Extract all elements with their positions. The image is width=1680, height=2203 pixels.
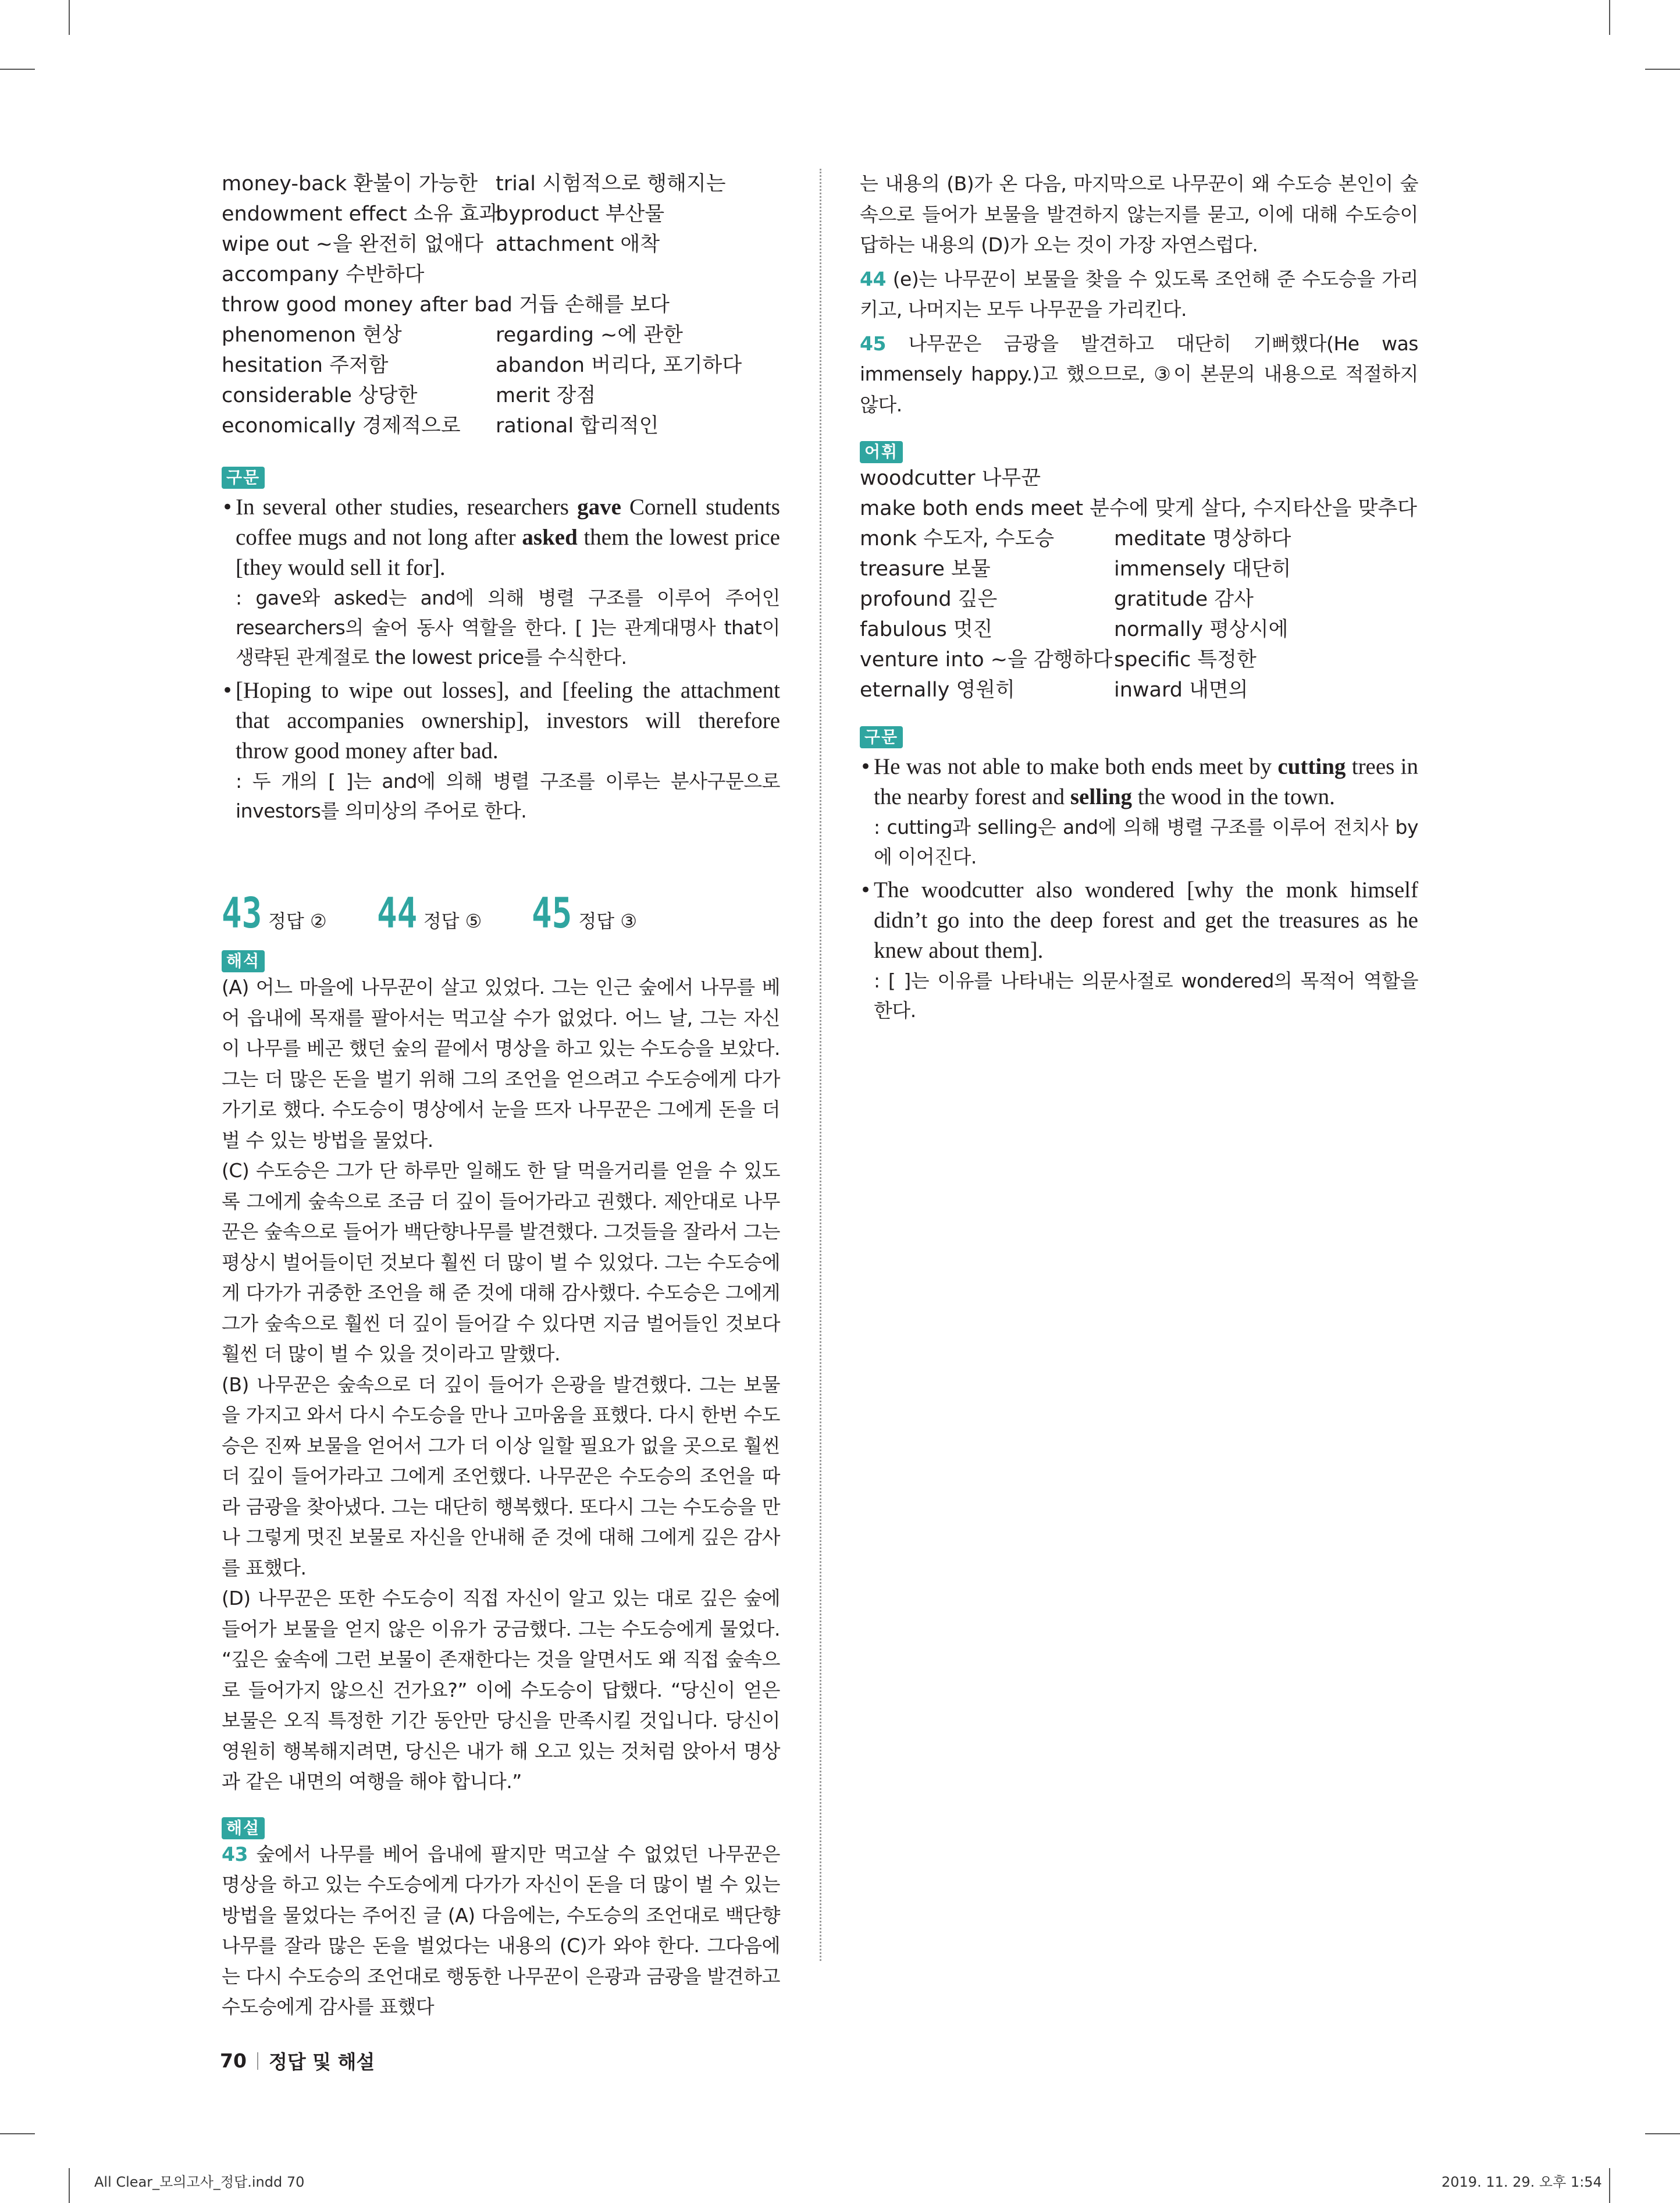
vocab-row: endowment effect 소유 효과 byproduct 부산물 — [222, 202, 665, 226]
vocab-row: economically 경제적으로 rational 합리적인 — [222, 414, 659, 438]
syntax-item — [860, 752, 1418, 872]
right-column — [860, 169, 1418, 1025]
syntax-section — [860, 726, 1418, 1025]
footer-separator — [257, 2052, 258, 2070]
explanation-44: 44 (e)는 나무꾼이 보물을 찾을 수 있도록 조언해 준 수도승을 가리키고, 나머지는 모두 나무꾼을 가리킨다. — [860, 267, 1418, 321]
vocab-list — [222, 169, 780, 441]
vocab-row-full: throw good money after bad 거듭 손해를 보다 — [222, 293, 670, 317]
crop-mark — [0, 69, 35, 70]
crop-mark — [69, 0, 70, 35]
syntax-note: : 두 개의 [ ]는 and에 의해 병렬 구조를 이루는 분사구문으로 investors를 의미상의 주어로 한다. — [236, 770, 780, 822]
crop-mark — [1609, 2168, 1610, 2203]
explanation-tag: 해설 — [222, 1817, 265, 1839]
syntax-note: : gave와 asked는 and에 의해 병렬 구조를 이루어 주어인 researchers의 술어 동사 역할을 한다. [ ]는 관계대명사 that이 생략된 관계절로 the lowest price를 수식한다. — [236, 587, 780, 669]
translation-tag: 해석 — [222, 950, 265, 972]
vocab-row: phenomenon 현상 regarding ~에 관한 — [222, 324, 683, 347]
explanation-43: 43 숲에서 나무를 베어 읍내에 팔지만 먹고살 수 없었던 나무꾼은 명상을 하고 있는 수도승에게 다가가 자신이 돈을 더 많이 벌 수 있는 방법을 물었다는 주어진 글 (A) 다음에는, 수도승의 조언대로 백단향나무를 잘라 많은 돈을 벌었다는 내용의 (C)가 와야 한다. 그다음에는 다시 수도승의 조언대로 행동한 나무꾼이 은광과 금광을 발견하고 수도승에게 감사를 표했다 — [222, 1842, 780, 2018]
translation-paragraph: (C) 수도승은 그가 단 하루만 일해도 한 달 먹을거리를 얻을 수 있도록 그에게 숲속으로 조금 더 깊이 들어가라고 권했다. 제안대로 나무꾼은 숲속으로 들어가 백단향나무를 발견했다. 그것들을 잘라서 그는 평상시 벌어들이던 것보다 훨씬 더 많이 벌 수 있었다. 그는 수도승에게 다가가 귀중한 조언을 해 준 것에 대해 감사했다. 수도승은 그에게 그가 숲속으로 훨씬 더 깊이 들어갈 수 있다면 지금 벌어들인 것보다 훨씬 더 많이 벌 수 있을 것이라고 말했다. — [222, 1159, 780, 1365]
explanation-45: 45 나무꾼은 금광을 발견하고 대단히 기뻐했다(He was immensely happy.)고 했으므로, ③이 본문의 내용으로 적절하지 않다. — [860, 332, 1418, 416]
syntax-sentence: • [Hoping to wipe out losses], and [feeling the attachment that accompanies ownership], investors will therefore throw good money after bad. — [236, 678, 780, 763]
syntax-sentence: • The woodcutter also wondered [why the monk himself didn’t go into the deep forest and get the treasures as he knew about them]. — [874, 877, 1418, 963]
column-divider — [820, 169, 821, 1961]
syntax-sentence: • He was not able to make both ends meet by cutting trees in the nearby forest and selling the wood in the town. — [874, 754, 1418, 809]
vocab-row: venture into ~을 감행하다 specific 특정한 — [860, 648, 1257, 671]
syntax-item — [222, 676, 780, 826]
translation-paragraph: (A) 어느 마을에 나무꾼이 살고 있었다. 그는 인근 숲에서 나무를 베어 읍내에 목재를 팔아서는 먹고살 수가 없었다. 어느 날, 그는 자신이 나무를 베곤 했던 숲의 끝에서 명상을 하고 있는 수도승을 보았다. 그는 더 많은 돈을 벌기 위해 그의 조언을 얻으려고 수도승에게 다가가기로 했다. 수도승이 명상에서 눈을 뜨자 나무꾼은 그에게 돈을 더 벌 수 있는 방법을 물었다. — [222, 976, 780, 1152]
slug-timestamp: 2019. 11. 29. 오후 1:54 — [1441, 2174, 1602, 2190]
vocab-row: eternally 영원히 inward 내면의 — [860, 678, 1248, 702]
vocab-row: money-back 환불이 가능한 trial 시험적으로 행해지는 — [222, 172, 726, 196]
syntax-item — [860, 875, 1418, 1025]
explanation-section — [222, 1817, 780, 2023]
syntax-tag: 구문 — [222, 467, 265, 489]
answer-row — [222, 889, 780, 937]
translation-section — [222, 950, 780, 1797]
vocab-row: considerable 상당한 merit 장점 — [222, 384, 596, 407]
syntax-note: : [ ]는 이유를 나타내는 의문사절로 wondered의 목적어 역할을 한다. — [874, 969, 1418, 1022]
translation-paragraph: (B) 나무꾼은 숲속으로 더 깊이 들어가 은광을 발견했다. 그는 보물을 가지고 와서 다시 수도승을 만나 고마움을 표했다. 다시 한번 수도승은 진짜 보물을 얻어서 그가 더 이상 일할 필요가 없을 곳으로 훨씬 더 깊이 들어가라고 그에게 조언했다. 나무꾼은 수도승의 조언을 따라 금광을 찾아냈다. 그는 대단히 행복했다. 또다시 그는 수도승을 만나 그렇게 멋진 보물로 자신을 안내해 준 것에 대해 그에게 깊은 감사를 표했다. — [222, 1373, 780, 1579]
vocab-row: accompany 수반하다 — [222, 263, 425, 286]
crop-mark — [0, 2133, 35, 2134]
crop-mark — [69, 2168, 70, 2203]
vocab-row: profound 깊은 gratitude 감사 — [860, 588, 1254, 611]
section-title: 정답 및 해설 — [268, 2051, 375, 2073]
syntax-section — [222, 467, 780, 826]
slug-file-name: All Clear_모의고사_정답.indd 70 — [94, 2174, 305, 2190]
vocab-row: fabulous 멋진 normally 평상시에 — [860, 618, 1289, 641]
explanation-43-continued: 는 내용의 (B)가 온 다음, 마지막으로 나무꾼이 왜 수도승 본인이 숲속으로 들어가 보물을 발견하지 않는지를 묻고, 이에 대해 수도승이 답하는 내용의 (D)가 오는 것이 가장 자연스럽다. — [860, 172, 1418, 256]
answer-45: 45 정답 ③ — [532, 889, 638, 937]
page-footer — [220, 2047, 375, 2074]
vocab-row: treasure 보물 immensely 대단히 — [860, 557, 1291, 581]
vocab-section — [860, 441, 1418, 705]
syntax-sentence: • In several other studies, researchers gave Cornell students coffee mugs and not long after asked them the lowest price [they would sell it for]. — [236, 495, 780, 580]
left-column — [222, 169, 780, 2023]
crop-mark — [1645, 69, 1680, 70]
syntax-note: : cutting과 selling은 and에 의해 병렬 구조를 이루어 전치사 by에 이어진다. — [874, 816, 1418, 868]
crop-mark — [1645, 2133, 1680, 2134]
syntax-tag: 구문 — [860, 726, 903, 748]
crop-mark — [1609, 0, 1610, 35]
page-number: 70 — [220, 2049, 247, 2072]
vocab-row: hesitation 주저함 abandon 버리다, 포기하다 — [222, 354, 742, 377]
answer-43: 43 정답 ② — [222, 889, 327, 937]
syntax-item — [222, 492, 780, 672]
answer-44: 44 정답 ⑤ — [376, 889, 482, 937]
vocab-tag: 어휘 — [860, 441, 903, 463]
vocab-row-full: woodcutter 나무꾼 — [860, 467, 1041, 490]
vocab-row: wipe out ~을 완전히 없애다 attachment 애착 — [222, 233, 660, 256]
translation-paragraph: (D) 나무꾼은 또한 수도승이 직접 자신이 알고 있는 대로 깊은 숲에 들어가 보물을 얻지 않은 이유가 궁금했다. 그는 수도승에게 물었다. “깊은 숲속에 그런 보물이 존재한다는 것을 알면서도 왜 직접 숲속으로 들어가지 않으신 건가요?” 이에 수도승이 답했다. “당신이 얻은 보물은 오직 특정한 기간 동안만 당신을 만족시킬 것입니다. 당신이 영원히 행복해지려면, 당신은 내가 해 오고 있는 것처럼 앉아서 명상과 같은 내면의 여행을 해야 합니다.” — [222, 1587, 780, 1793]
vocab-row-full: make both ends meet 분수에 맞게 살다, 수지타산을 맞추다 — [860, 497, 1417, 520]
vocab-row: monk 수도자, 수도승 meditate 명상하다 — [860, 527, 1291, 550]
